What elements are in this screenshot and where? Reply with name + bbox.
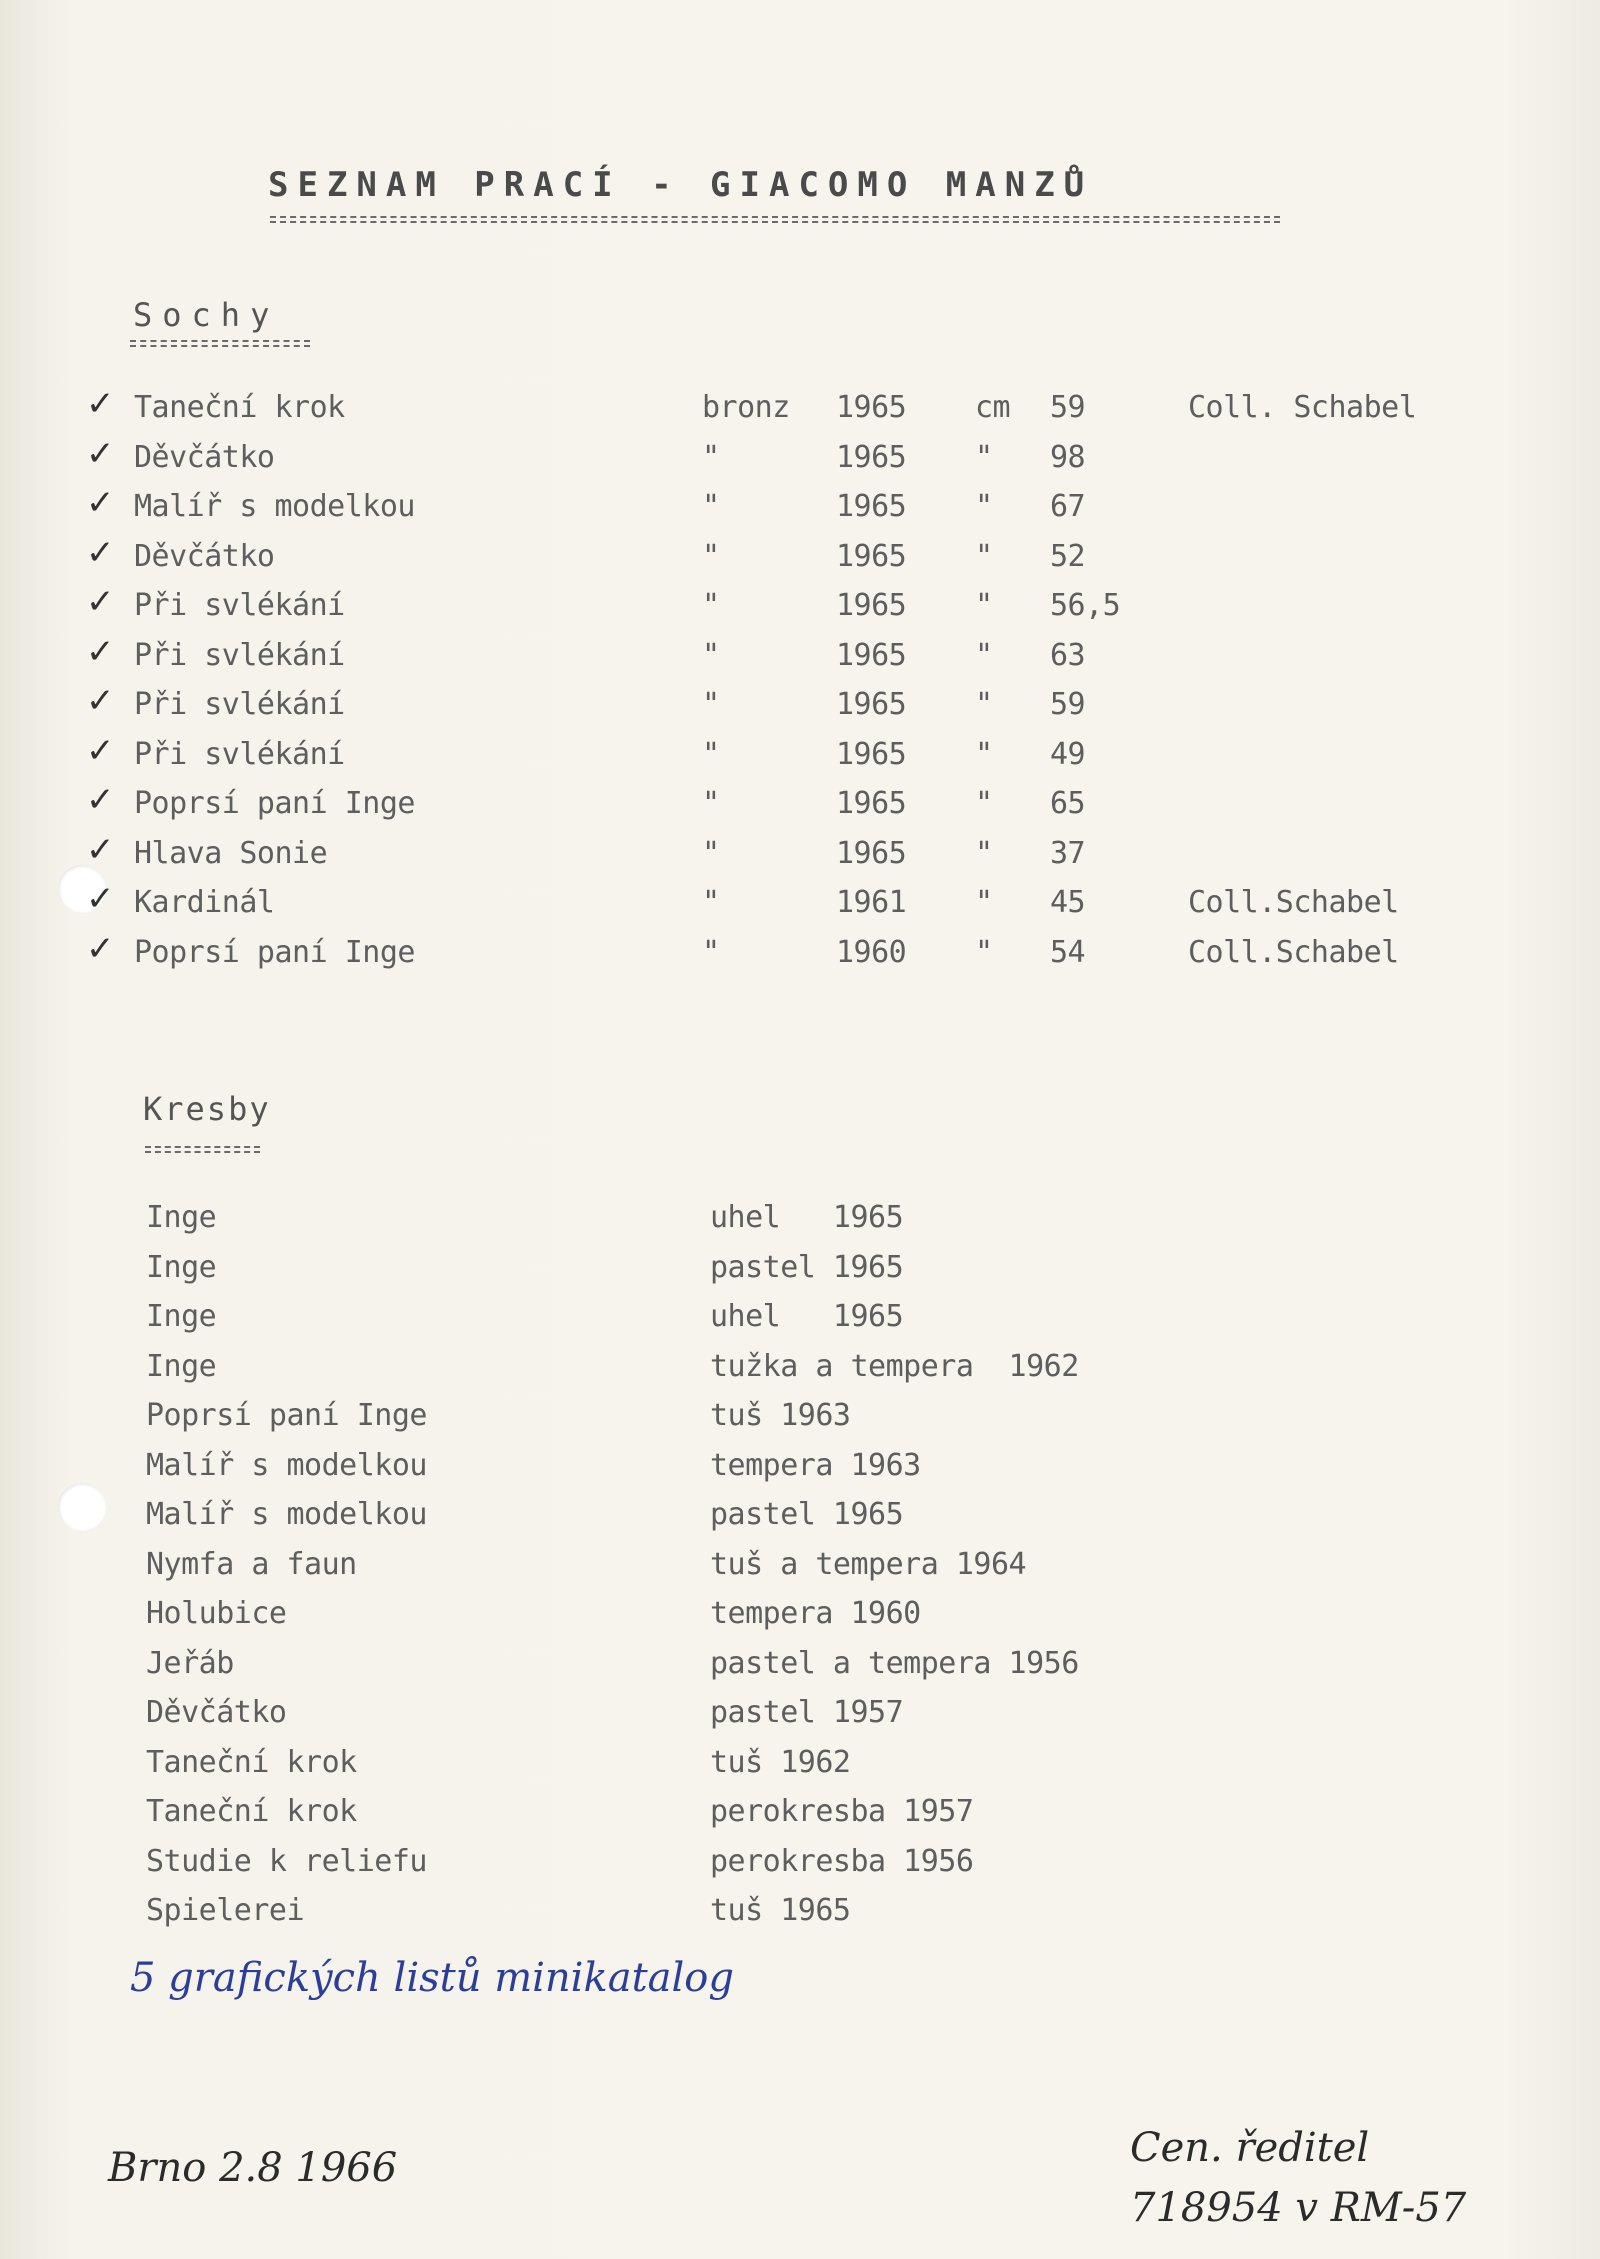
drawing-name: Taneční krok (146, 1794, 357, 1829)
drawing-name: Taneční krok (146, 1744, 357, 1780)
document-title: SEZNAM PRACÍ - GIACOMO MANZŮ (268, 165, 1094, 205)
drawing-technique-year: tuš 1965 (710, 1893, 851, 1928)
handwritten-signature: Cen. ředitel (1130, 2125, 1370, 2171)
title-underline (270, 216, 1280, 223)
drawing-name: Spielerei (146, 1893, 305, 1928)
sculpture-size: 65 (1050, 786, 1086, 821)
drawings-underline (145, 1146, 260, 1153)
sculpture-name: Při svlékání (134, 736, 345, 772)
check-mark-icon: ✓ (86, 780, 115, 820)
sculpture-name: Děvčátko (134, 439, 275, 475)
drawing-technique-year: tužka a tempera 1962 (710, 1348, 1079, 1384)
check-mark-icon: ✓ (86, 433, 115, 474)
sculpture-material: " (702, 687, 720, 722)
sculpture-collection: Coll.Schabel (1188, 885, 1399, 920)
sculpture-material: " (702, 637, 720, 673)
sculpture-collection: Coll.Schabel (1188, 934, 1399, 970)
drawing-technique-year: tempera 1960 (710, 1596, 921, 1631)
sculpture-size: 52 (1050, 538, 1086, 574)
drawing-technique-year: tuš a tempera 1964 (710, 1546, 1027, 1582)
punch-hole-bottom (58, 1483, 106, 1531)
handwritten-reference: 718954 v RM-57 (1130, 2185, 1467, 2231)
check-mark-icon: ✓ (86, 730, 115, 771)
sculpture-year: 1961 (836, 885, 907, 920)
drawing-technique-year: uhel 1965 (710, 1200, 904, 1235)
sculpture-name: Při svlékání (134, 637, 345, 673)
drawing-technique-year: pastel 1957 (710, 1695, 904, 1730)
sculpture-unit: " (975, 538, 993, 574)
sculpture-name: Při svlékání (134, 687, 345, 722)
sculpture-unit: " (975, 637, 993, 673)
sculpture-collection: Coll. Schabel (1188, 390, 1417, 425)
sculptures-heading: Sochy (133, 296, 280, 334)
sculpture-unit: cm (975, 390, 1011, 425)
sculpture-year: 1965 (836, 439, 907, 475)
sculpture-size: 37 (1050, 835, 1086, 871)
sculpture-unit: " (975, 835, 993, 871)
sculpture-year: 1965 (836, 835, 907, 871)
sculpture-size: 49 (1050, 736, 1086, 772)
drawing-name: Jeřáb (146, 1645, 234, 1681)
sculpture-name: Malíř s modelkou (134, 489, 415, 524)
sculpture-material: " (702, 736, 720, 772)
drawing-technique-year: tempera 1963 (710, 1447, 921, 1483)
check-mark-icon: ✓ (86, 928, 115, 969)
drawing-technique-year: tuš 1963 (710, 1398, 851, 1433)
sculpture-size: 67 (1050, 489, 1086, 524)
sculpture-material: " (702, 489, 720, 524)
sculpture-unit: " (975, 588, 993, 623)
drawing-name: Inge (146, 1348, 217, 1384)
drawing-name: Malíř s modelkou (146, 1447, 427, 1483)
sculpture-size: 59 (1050, 687, 1086, 722)
drawing-technique-year: pastel 1965 (710, 1249, 904, 1285)
sculpture-name: Poprsí paní Inge (134, 934, 415, 970)
sculpture-name: Poprsí paní Inge (134, 786, 415, 821)
drawing-technique-year: pastel a tempera 1956 (710, 1645, 1079, 1681)
check-mark-icon: ✓ (86, 631, 115, 672)
drawing-name: Studie k reliefu (146, 1843, 427, 1879)
sculpture-size: 56,5 (1050, 588, 1121, 623)
sculpture-unit: " (975, 736, 993, 772)
drawing-name: Inge (146, 1249, 217, 1285)
drawing-name: Děvčátko (146, 1695, 287, 1730)
sculpture-year: 1960 (836, 934, 907, 970)
check-mark-icon: ✓ (86, 532, 115, 573)
check-mark-icon: ✓ (86, 384, 115, 424)
sculpture-material: " (702, 885, 720, 920)
drawings-heading: Kresby (143, 1090, 271, 1128)
drawing-technique-year: pastel 1965 (710, 1497, 904, 1532)
sculpture-name: Hlava Sonie (134, 835, 328, 871)
drawing-name: Holubice (146, 1596, 287, 1631)
sculpture-year: 1965 (836, 736, 907, 772)
sculpture-unit: " (975, 489, 993, 524)
check-mark-icon: ✓ (86, 483, 115, 523)
sculpture-material: bronz (702, 390, 790, 425)
sculpture-unit: " (975, 786, 993, 821)
handwritten-date: Brno 2.8 1966 (108, 2145, 398, 2191)
check-mark-icon: ✓ (86, 681, 115, 721)
sculpture-name: Při svlékání (134, 588, 345, 623)
drawing-technique-year: tuš 1962 (710, 1744, 851, 1780)
sculpture-material: " (702, 835, 720, 871)
drawing-name: Inge (146, 1299, 217, 1334)
check-mark-icon: ✓ (86, 829, 115, 870)
sculpture-size: 54 (1050, 934, 1086, 970)
check-mark-icon: ✓ (86, 582, 115, 622)
sculpture-material: " (702, 538, 720, 574)
sculpture-name: Děvčátko (134, 538, 275, 574)
sculpture-year: 1965 (836, 390, 907, 425)
sculpture-year: 1965 (836, 538, 907, 574)
sculpture-unit: " (975, 885, 993, 920)
drawing-name: Poprsí paní Inge (146, 1398, 427, 1433)
sculpture-size: 45 (1050, 885, 1086, 920)
sculpture-material: " (702, 588, 720, 623)
sculpture-year: 1965 (836, 786, 907, 821)
drawing-name: Malíř s modelkou (146, 1497, 427, 1532)
sculpture-year: 1965 (836, 588, 907, 623)
sculptures-underline (130, 340, 310, 347)
drawing-name: Inge (146, 1200, 217, 1235)
drawing-technique-year: uhel 1965 (710, 1299, 904, 1334)
sculpture-year: 1965 (836, 489, 907, 524)
sculpture-material: " (702, 786, 720, 821)
sculpture-name: Kardinál (134, 885, 275, 920)
sculpture-material: " (702, 439, 720, 475)
drawing-technique-year: perokresba 1957 (710, 1794, 974, 1829)
check-mark-icon: ✓ (86, 879, 115, 919)
handwritten-note: 5 grafických listů minikatalog (130, 1955, 734, 2001)
sculpture-size: 98 (1050, 439, 1086, 475)
sculpture-unit: " (975, 687, 993, 722)
sculpture-size: 63 (1050, 637, 1086, 673)
sculpture-name: Taneční krok (134, 390, 345, 425)
sculpture-unit: " (975, 439, 993, 475)
sculpture-year: 1965 (836, 637, 907, 673)
drawing-name: Nymfa a faun (146, 1546, 357, 1582)
sculpture-unit: " (975, 934, 993, 970)
sculpture-material: " (702, 934, 720, 970)
drawing-technique-year: perokresba 1956 (710, 1843, 974, 1879)
sculpture-year: 1965 (836, 687, 907, 722)
sculpture-size: 59 (1050, 390, 1086, 425)
